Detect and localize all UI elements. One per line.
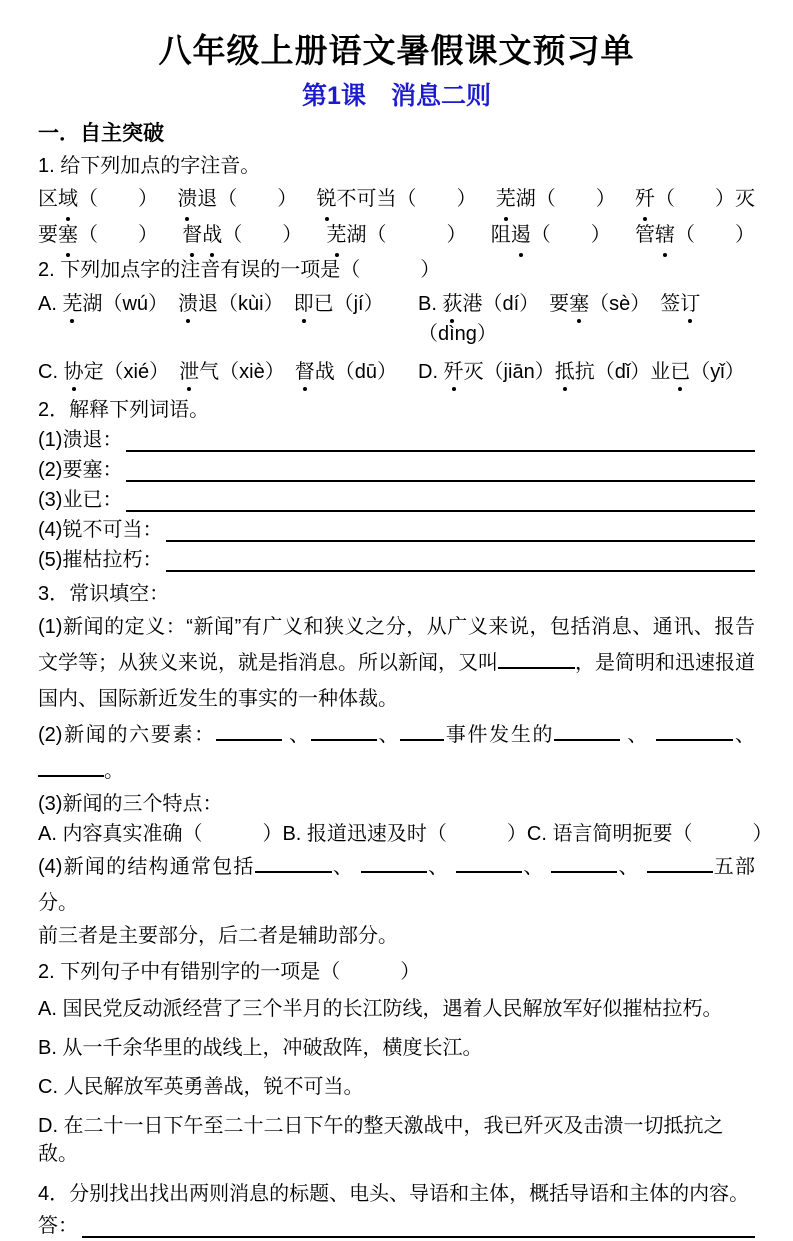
emphasis-dot-char: 泄 xyxy=(179,357,199,387)
inline-blank xyxy=(456,851,522,873)
pinyin-item: 督战（ ） xyxy=(182,217,302,253)
emphasis-dot-char: 芜 xyxy=(327,217,347,253)
emphasis-dot-char: 芜 xyxy=(496,181,516,217)
pinyin-item: 溃退（ ） xyxy=(177,181,297,217)
emphasis-dot-char: 战 xyxy=(202,217,222,253)
q2-option-b: B. 荻港（dí） 要塞（sè） 签订（dìng） xyxy=(418,289,755,349)
inline-blank xyxy=(311,719,377,741)
pinyin-row-2 xyxy=(38,217,755,253)
emphasis-dot-char: 溃 xyxy=(177,181,197,217)
emphasis-dot-char: 锐 xyxy=(317,181,337,217)
typo-option-b: B. 从一千余华里的战线上，冲破敌阵，横度长江。 xyxy=(38,1037,483,1060)
explain-stem: 2．解释下列词语。 xyxy=(38,399,210,422)
inline-blank xyxy=(554,719,620,741)
pinyin-item: 芜湖（ ） xyxy=(327,217,467,253)
answer-label: 答： xyxy=(38,1215,78,1238)
q2-option-c: C. 协定（xié） 泄气（xiè） 督战（dū） xyxy=(38,357,418,387)
pinyin-item: 芜湖（ ） xyxy=(496,181,616,217)
pinyin-item: 要塞（ ） xyxy=(38,217,158,253)
emphasis-dot-char: 芜 xyxy=(62,289,82,319)
feature-option-a: A. 内容真实准确（ ） xyxy=(38,823,283,846)
emphasis-dot-char: 已 xyxy=(670,357,690,387)
knowledge-stem: 3．常识填空： xyxy=(38,583,170,606)
answer-blank xyxy=(126,486,755,512)
emphasis-dot-char: 协 xyxy=(64,357,84,387)
emphasis-dot-char: 订 xyxy=(680,289,700,319)
definition-label: (4)锐不可当： xyxy=(38,519,163,542)
pinyin-item: 锐不可当（ ） xyxy=(317,181,477,217)
emphasis-dot-char: 歼 xyxy=(635,181,655,217)
emphasis-dot-char: 歼 xyxy=(444,357,464,387)
pinyin-item: 阻遏（ ） xyxy=(491,217,611,253)
structure-note: 前三者是主要部分，后二者是辅助部分。 xyxy=(38,925,398,948)
q2-option-d: D. 歼灭（jiān）抵抗（dǐ）业已（yǐ） xyxy=(418,357,755,387)
emphasis-dot-char: 辖 xyxy=(655,217,675,253)
q2-stem: 2. 下列加点字的注音有误的一项是（ ） xyxy=(38,259,441,282)
emphasis-dot-char: 抵 xyxy=(555,357,575,387)
definition-line xyxy=(38,515,755,545)
definition-line xyxy=(38,425,755,455)
emphasis-dot-char: 塞 xyxy=(569,289,589,319)
definition-label: (1)溃退： xyxy=(38,429,123,452)
inline-blank xyxy=(498,647,575,669)
q2-option-a: A. 芜湖（wú） 溃退（kùi） 即已（jí） xyxy=(38,289,418,349)
pinyin-item: 歼（ ）灭 xyxy=(635,181,755,217)
q2-options xyxy=(38,289,755,387)
emphasis-dot-char: 溃 xyxy=(178,289,198,319)
feature-options-row xyxy=(38,819,773,849)
definition-label: (2)要塞： xyxy=(38,459,123,482)
inline-blank xyxy=(361,851,427,873)
inline-blank xyxy=(216,719,282,741)
lesson-title: 第1课 消息二则 xyxy=(302,82,491,111)
answer-line xyxy=(38,1211,755,1241)
six-elements-line: (2)新闻的六要素： 、 、 事件发生的 、 、。 xyxy=(38,717,755,789)
typo-option-d: D. 在二十一日下午至二十二日下午的整天激战中，我已歼灭及击溃一切抵抗之敌。 xyxy=(38,1115,724,1166)
feature-option-b: B. 报道迅速及时（ ） xyxy=(282,823,527,846)
page-title: 八年级上册语文暑假课文预习单 xyxy=(158,32,635,69)
emphasis-dot-char: 督 xyxy=(182,217,202,253)
typo-option-a: A. 国民党反动派经营了三个半月的长江防线，遇着人民解放军好似摧枯拉朽。 xyxy=(38,998,723,1021)
definition-label: (5)摧枯拉朽： xyxy=(38,549,163,572)
inline-blank xyxy=(647,851,713,873)
answer-blank xyxy=(166,516,755,542)
typo-option-c: C. 人民解放军英勇善战，锐不可当。 xyxy=(38,1076,364,1099)
structure-line: (4)新闻的结构通常包括 、 、 、 、 五部分。 xyxy=(38,849,755,921)
inline-blank xyxy=(38,755,104,777)
definition-line xyxy=(38,455,755,485)
pinyin-item: 区域（ ） xyxy=(38,181,158,217)
definition-label: (3)业已： xyxy=(38,489,123,512)
q4-stem: 4．分别找出找出两则消息的标题、电头、导语和主体，概括导语和主体的内容。 xyxy=(38,1183,750,1206)
q1-stem: 1. 给下列加点的字注音。 xyxy=(38,155,261,178)
definition-line xyxy=(38,545,755,575)
answer-blank xyxy=(126,456,755,482)
emphasis-dot-char: 域 xyxy=(58,181,78,217)
answer-blank xyxy=(166,546,755,572)
inline-blank xyxy=(656,719,733,741)
emphasis-dot-char: 遏 xyxy=(511,217,531,253)
inline-blank xyxy=(551,851,617,873)
inline-blank xyxy=(255,851,332,873)
section-heading: 一．自主突破 xyxy=(38,122,164,146)
three-features-stem: (3)新闻的三个特点： xyxy=(38,793,223,816)
feature-option-c: C. 语言简明扼要（ ） xyxy=(526,823,773,846)
emphasis-dot-char: 即 xyxy=(294,289,314,319)
news-definition-paragraph: (1)新闻的定义：“新闻”有广义和狭义之分，从广义来说，包括消息、通讯、报告文学等；从狭义来说，就是指消息。所以新闻，又叫 ，是简明和迅速报道国内、国际新近发生的事实的一种体裁。 xyxy=(38,616,755,711)
answer-blank xyxy=(82,1212,755,1238)
emphasis-dot-char: 荻 xyxy=(442,289,462,319)
emphasis-dot-char: 塞 xyxy=(58,217,78,253)
typo-question-stem: 2. 下列句子中有错别字的一项是（ ） xyxy=(38,961,421,984)
inline-blank xyxy=(400,719,444,741)
pinyin-item: 管辖（ ） xyxy=(635,217,755,253)
definition-line xyxy=(38,485,755,515)
emphasis-dot-char: 督 xyxy=(295,357,315,387)
answer-blank xyxy=(126,426,755,452)
pinyin-row-1 xyxy=(38,181,755,217)
